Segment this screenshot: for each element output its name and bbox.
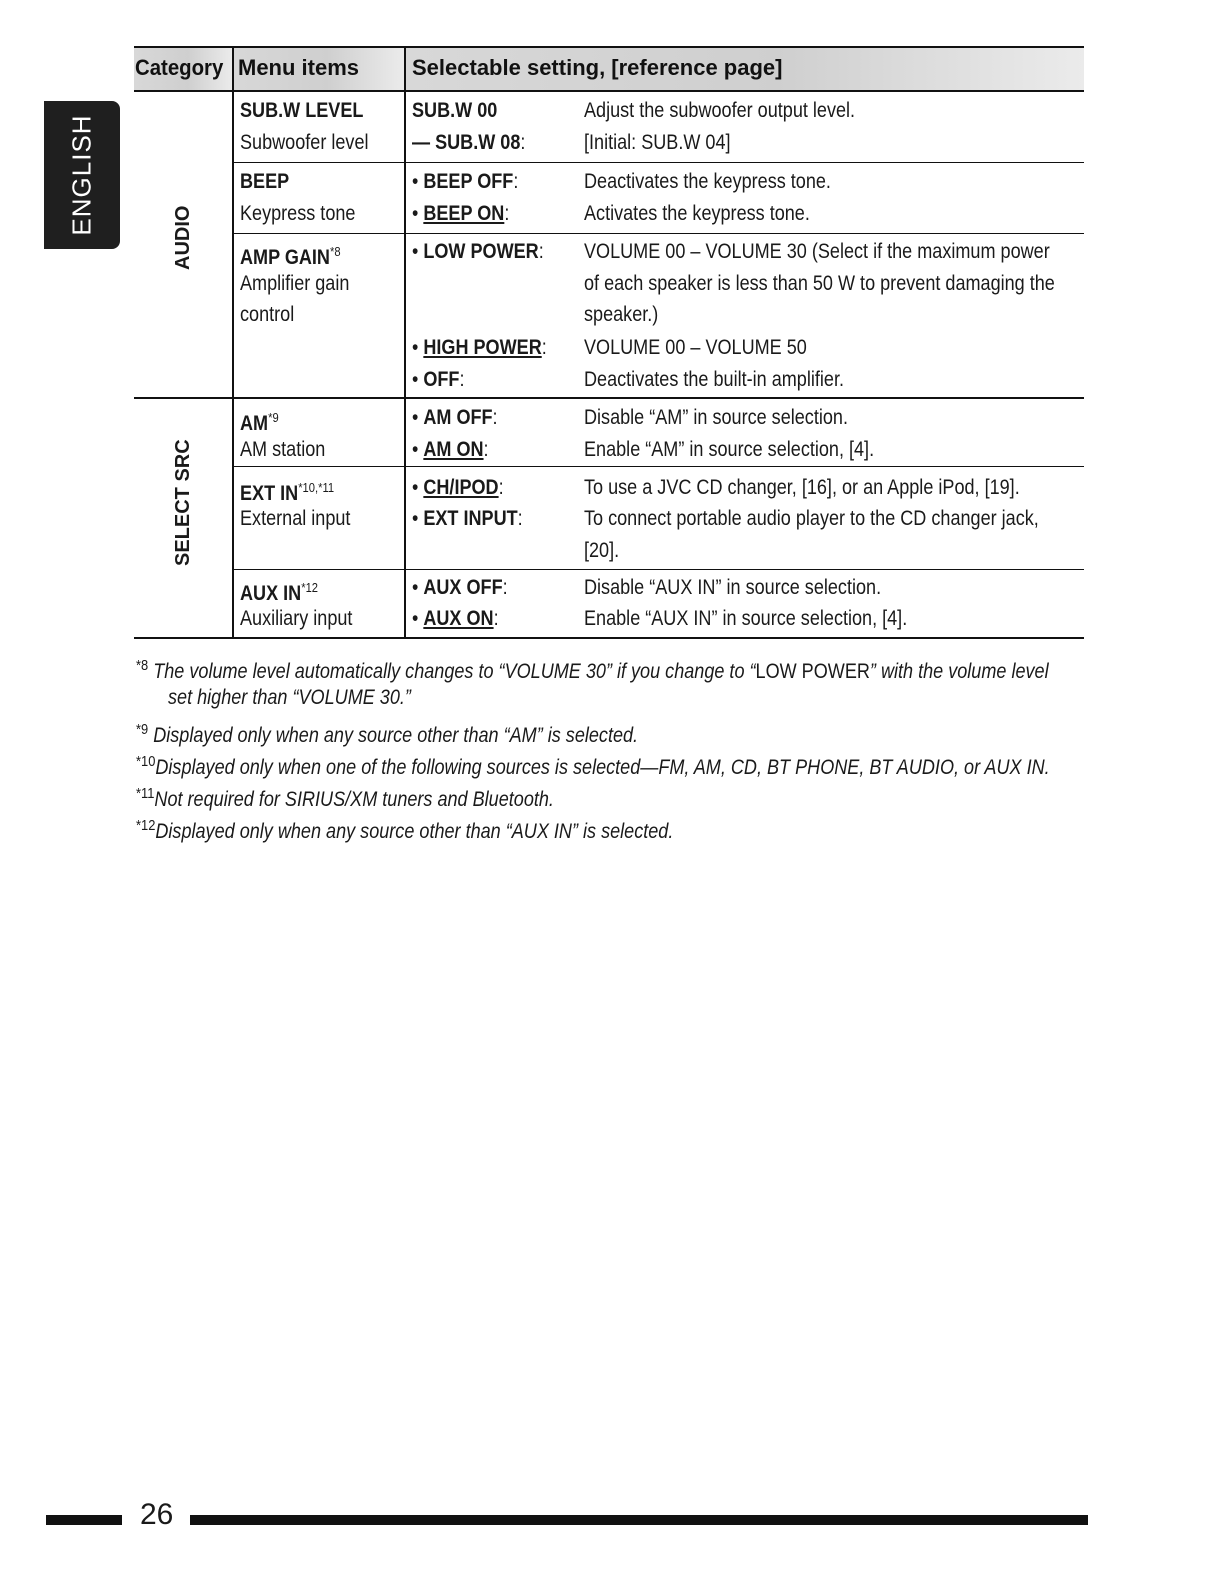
menu-am-desc: AM station: [240, 438, 326, 461]
table-bottom-rule: [134, 637, 1084, 639]
section-rule-audio: [134, 397, 1084, 399]
menu-ext-in: EXT $IN^{*10,*11}$: [240, 480, 335, 505]
menu-amp-gain-desc-1: Amplifier gain: [240, 272, 350, 295]
option-aux-on: • AUX ON:: [412, 607, 499, 630]
option-am-on: • AM ON:: [412, 438, 489, 461]
menu-subw-level: SUB.W LEVEL: [240, 99, 364, 122]
desc-beep-off: Deactivates the keypress tone.: [584, 170, 831, 193]
footnote-8-line-2: set higher than “VOLUME 30.”: [168, 686, 411, 709]
option-subw-00: SUB.W 00: [412, 99, 498, 122]
page-bar-right: [190, 1515, 1088, 1525]
header-category: Category: [134, 46, 232, 90]
desc-aux-on: Enable “AUX IN” in source selection, [4].: [584, 607, 908, 630]
row-rule-am: [234, 466, 1084, 467]
header-menu-items: Menu items: [232, 46, 404, 90]
menu-beep-desc: Keypress tone: [240, 202, 356, 225]
option-subw-08: — SUB.W 08:: [412, 131, 526, 154]
desc-subw-1: Adjust the subwoofer output level.: [584, 99, 856, 122]
col-divider-2: [404, 46, 406, 638]
menu-amp-gain-desc-2: control: [240, 303, 295, 326]
page-number: 26: [140, 1498, 174, 1531]
desc-am-off: Disable “AM” in source selection.: [584, 406, 848, 429]
menu-subw-level-desc: Subwoofer level: [240, 131, 369, 154]
footnote-9: $^{*9}$ Displayed only when any source other than “AM” is selected.: [136, 721, 639, 747]
menu-am: AM$^{*9}$: [240, 410, 279, 435]
menu-amp-gain: AMP GAIN$^{*8}$: [240, 244, 341, 269]
menu-aux-in: AUX IN$^{*12}$: [240, 580, 319, 605]
category-audio: AUDIO: [172, 205, 194, 270]
menu-aux-in-desc: Auxiliary input: [240, 607, 353, 630]
desc-low-power-2: of each speaker is less than 50 W to prevent damaging the: [584, 272, 1055, 295]
footnote-11: $^{*11}$Not required for SIRIUS/XM tuners and Bluetooth.: [136, 785, 554, 811]
option-am-off: • AM OFF:: [412, 406, 498, 429]
language-tab-label: ENGLISH: [66, 114, 97, 236]
option-ch-ipod: • CH/IPOD:: [412, 476, 504, 499]
desc-low-power-3: speaker.): [584, 303, 659, 326]
page-bar-left: [46, 1515, 122, 1525]
footnote-12: $^{*12}$Displayed only when any source other than “AUX IN” is selected.: [136, 817, 674, 843]
desc-aux-off: Disable “AUX IN” in source selection.: [584, 576, 882, 599]
desc-ext-input-2: [20].: [584, 539, 620, 562]
menu-ext-in-desc: External input: [240, 507, 351, 530]
header-settings: Selectable setting, [reference page]: [404, 46, 1084, 90]
desc-beep-on: Activates the keypress tone.: [584, 202, 810, 225]
desc-am-on: Enable “AM” in source selection, [4].: [584, 438, 875, 461]
row-rule-subw: [234, 162, 1084, 163]
desc-low-power-1: VOLUME 00 – VOLUME 30 (Select if the maximum power: [584, 240, 1050, 263]
col-divider-1: [232, 46, 234, 638]
desc-ext-input-1: To connect portable audio player to the CD changer jack,: [584, 507, 1039, 530]
footnote-10: $^{*10}$Displayed only when one of the following sources is selected—FM, AM, CD, BT PHONE, BT AUDIO, or AUX IN.: [136, 753, 1050, 779]
option-amp-off: • OFF:: [412, 368, 465, 391]
row-rule-beep: [234, 233, 1084, 234]
category-select-src: SELECT SRC: [172, 439, 194, 566]
desc-high-power: VOLUME 00 – VOLUME 50: [584, 336, 807, 359]
option-aux-off: • AUX OFF:: [412, 576, 508, 599]
footnote-8: $^{*8}$ The volume level automatically changes to “VOLUME 30” if you change to “LOW POWER” with the volume level: [136, 657, 1049, 683]
table-top-rule: [134, 46, 1084, 48]
desc-ch-ipod: To use a JVC CD changer, [16], or an Apple iPod, [19].: [584, 476, 1020, 499]
header-bottom-rule: [134, 90, 1084, 92]
menu-beep: BEEP: [240, 170, 290, 193]
desc-subw-2: [Initial: SUB.W 04]: [584, 131, 731, 154]
language-tab: [44, 101, 120, 249]
table-header: [134, 46, 1084, 90]
option-beep-off: • BEEP OFF:: [412, 170, 519, 193]
option-ext-input: • EXT INPUT:: [412, 507, 523, 530]
option-beep-on: • BEEP ON:: [412, 202, 510, 225]
row-rule-ext: [234, 569, 1084, 570]
option-high-power: • HIGH POWER:: [412, 336, 547, 359]
option-low-power: • LOW POWER:: [412, 240, 544, 263]
desc-amp-off: Deactivates the built-in amplifier.: [584, 368, 844, 391]
